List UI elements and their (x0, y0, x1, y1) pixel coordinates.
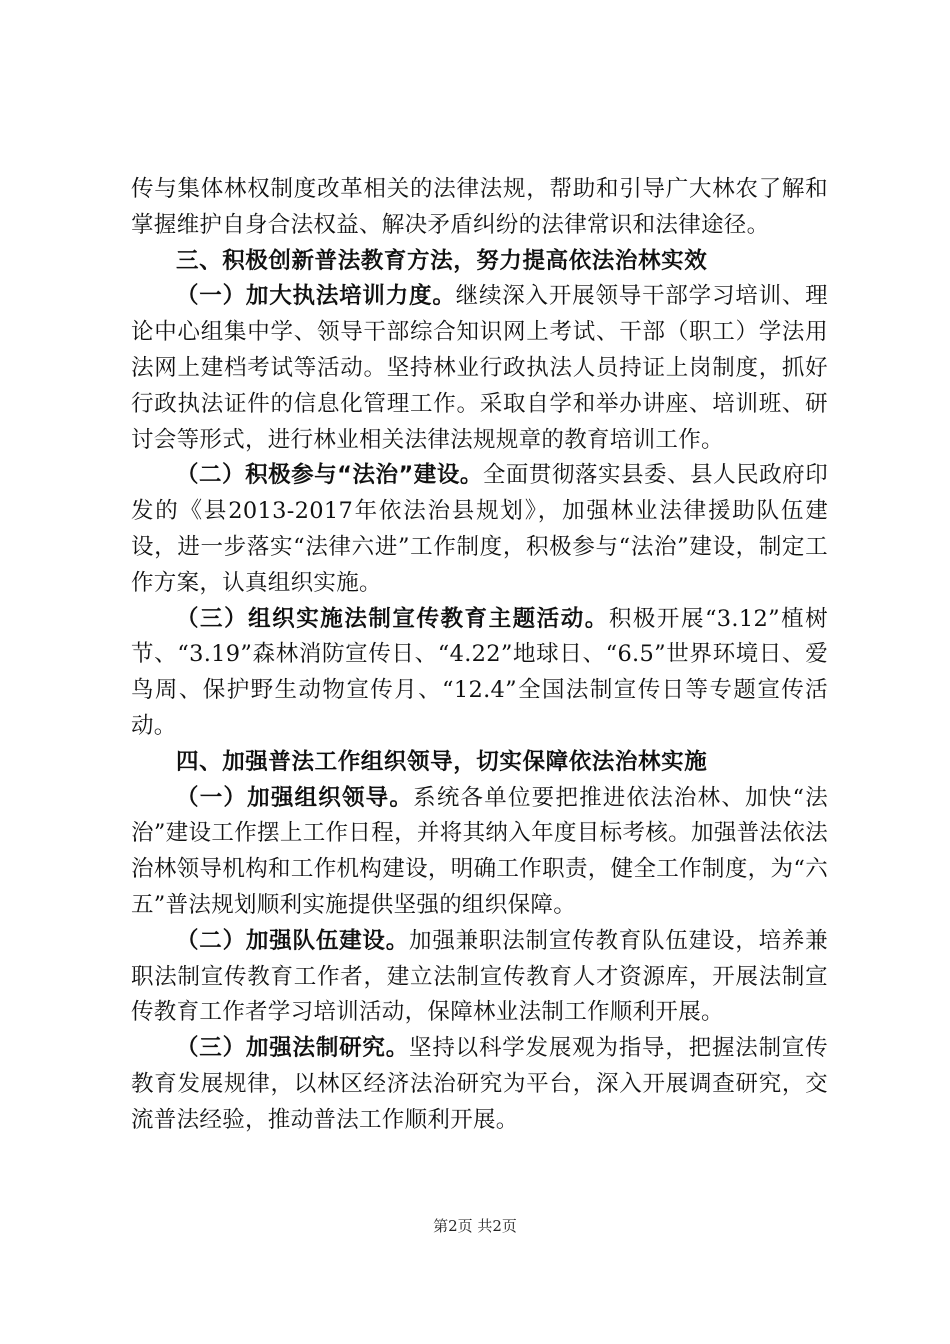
continuation-paragraph: 传与集体林权制度改革相关的法律法规，帮助和引导广大林农了解和掌握维护自身合法权益、解决矛盾纠纷的法律常识和法律途径。 (131, 176, 828, 238)
item-text: 系统各单位要把推进依法治林、加快“法治”建设工作摆上工作日程，并将其纳入年度目标考核。加强普法依法治林领导机构和工作机构建设，明确工作职责，健全工作制度，为“六五”普法规划顺利实施提供坚强的组织保障。 (131, 784, 828, 918)
section-3-item-1 (131, 279, 828, 458)
section-3-item-3 (131, 602, 828, 745)
item-lead: （一）加强组织领导。 (176, 784, 414, 811)
item-text: 全面贯彻落实县委、县人民政府印发的《县2013-2017年依法治县规划》，加强林业法律援助队伍建设，进一步落实“法律六进”工作制度，积极参与“法治”建设，制定工作方案，认真组织实施。 (131, 462, 828, 596)
item-text: 继续深入开展领导干部学习培训、理论中心组集中学、领导干部综合知识网上考试、干部（职工）学法用法网上建档考试等活动。坚持林业行政执法人员持证上岗制度，抓好行政执法证件的信息化管理工作。采取自学和举办讲座、培训班、研讨会等形式，进行林业相关法律法规规章的教育培训工作。 (131, 283, 828, 453)
item-lead: （一）加大执法培训力度。 (176, 283, 456, 310)
document-body (131, 172, 828, 1139)
item-text: 坚持以科学发展观为指导，把握法制宣传教育发展规律，以林区经济法治研究为平台，深入开展调查研究，交流普法经验，推动普法工作顺利开展。 (131, 1035, 828, 1133)
item-lead: （三）组织实施法制宣传教育主题活动。 (176, 605, 609, 632)
section-3-item-2 (131, 458, 828, 601)
section-4-item-1 (131, 781, 828, 924)
section-4-heading: 四、加强普法工作组织领导，切实保障依法治林实施 (176, 748, 708, 775)
section-4-item-3 (131, 1031, 828, 1138)
item-lead: （二）积极参与“法治”建设。 (176, 462, 483, 489)
item-lead: （二）加强队伍建设。 (176, 927, 410, 954)
item-text: 加强兼职法制宣传教育队伍建设，培养兼职法制宣传教育工作者，建立法制宣传教育人才资源库，开展法制宣传教育工作者学习培训活动，保障林业法制工作顺利开展。 (131, 927, 828, 1026)
section-4-item-2 (131, 924, 828, 1031)
item-text: 积极开展“3.12”植树节、“3.19”森林消防宣传日、“4.22”地球日、“6.5”世界环境日、爱鸟周、保护野生动物宣传月、“12.4”全国法制宣传日等专题宣传活动。 (131, 605, 828, 739)
item-lead: （三）加强法制研究。 (176, 1035, 410, 1062)
section-3-heading: 三、积极创新普法教育方法，努力提高依法治林实效 (176, 247, 708, 274)
page-footer: 第2页 共2页 (433, 1217, 517, 1235)
